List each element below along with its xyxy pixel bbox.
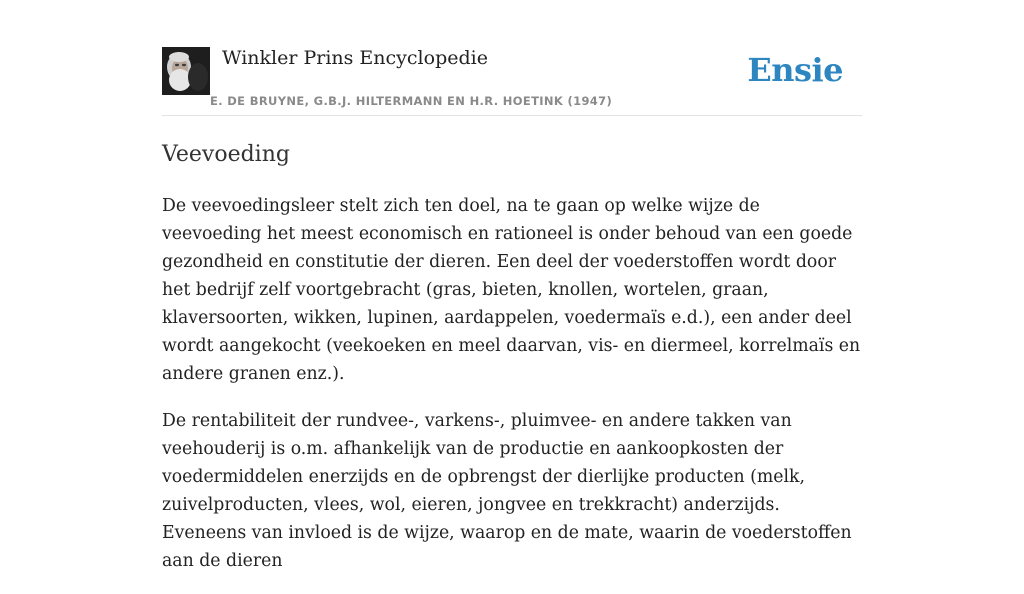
article-paragraph: De veevoedingsleer stelt zich ten doel, na te gaan op welke wijze de veevoeding het meest economisch en rationeel is onder behoud van een goede gezondheid en constitutie der dieren. Een deel der voederstoffen wordt door het bedrijf zelf voortgebracht (gras, bieten, knollen, wortelen, graan, klaversoorten, wikken, lupinen, aardappelen, voedermaïs e.d.), een ander deel wordt aangekocht (veekoeken en meel daarvan, vis- en diermeel, korrelmaïs en andere granen enz.). [162,196,861,384]
authors-byline: E. DE BRUYNE, G.B.J. HILTERMANN EN H.R. HOETINK (1947) [210,94,613,108]
brand-logo[interactable]: Ensie [747,51,843,89]
article-title: Veevoeding [162,142,290,167]
author-avatar [162,47,210,95]
bearded-man-portrait-icon [162,47,210,95]
header-divider [162,115,862,116]
article-body [162,192,862,594]
site-title[interactable]: Winkler Prins Encyclopedie [222,47,488,69]
article-paragraph: De rentabiliteit der rundvee-, varkens-, pluimvee- en andere takken van veehouderij is o.m. afhankelijk van de productie en aankoopkosten der voedermiddelen enerzijds en de opbrengst der dierlijke producten (melk, zuivelproducten, vlees, wol, eieren, jongvee en trekkracht) anderzijds. Eveneens van invloed is de wijze, waarop en de mate, waarin de voederstoffen aan de dieren [162,411,852,571]
